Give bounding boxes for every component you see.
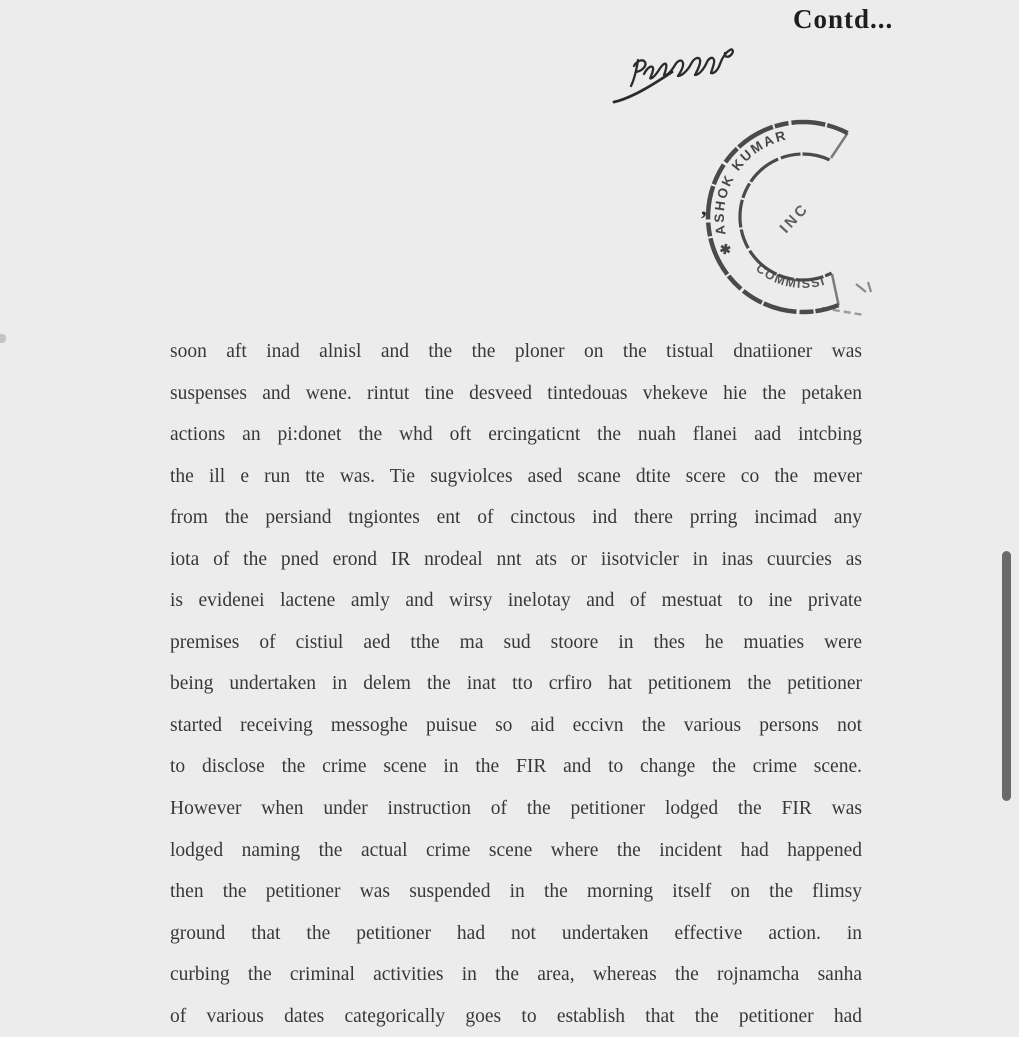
document-line: is evidenei lactene amly and wirsy inelotay and of mestuat to ine private xyxy=(170,590,862,612)
svg-text:✱ ASHOK KUMAR xyxy=(712,128,789,257)
stamp-smudge xyxy=(856,282,871,292)
stamp-ring-end xyxy=(832,274,839,305)
vertical-scrollbar-thumb[interactable] xyxy=(1002,551,1011,801)
signature-stroke xyxy=(644,49,733,78)
stamp-smudge xyxy=(822,308,864,315)
document-line: then the petitioner was suspended in the morning itself on the flimsy xyxy=(170,881,862,903)
stamp-inner-text: INC xyxy=(776,199,813,237)
signature-underline-stroke xyxy=(614,72,672,102)
stamp-name-text: ✱ ASHOK KUMAR xyxy=(711,127,790,257)
document-line: of various dates categorically goes to establish that the petitioner had xyxy=(170,1005,862,1027)
svg-text:COMMISSI xyxy=(753,261,827,291)
document-line: soon aft inad alnisl and the the ploner on the tistual dnatiioner was xyxy=(170,341,862,362)
document-line: premises of cistiul aed tthe ma sud stoore in thes he muaties were xyxy=(170,631,862,653)
document-line: ground that the petitioner had not undertaken effective action. in xyxy=(170,922,862,944)
document-line: curbing the criminal activities in the area, whereas the rojnamcha sanha xyxy=(170,964,862,986)
document-line: iota of the pned erond IR nrodeal nnt ats or iisotvicler in inas cuurcies as xyxy=(170,548,862,570)
stamp-title-text: COMMISSI xyxy=(753,261,828,292)
document-line: However when under instruction of the petitioner lodged the FIR was xyxy=(170,798,862,820)
contd-label: Contd... xyxy=(793,4,894,34)
document-line: the ill e run tte was. Tie sugviolces ased scane dtite scere co the mever xyxy=(170,465,862,487)
document-body xyxy=(170,331,862,1037)
document-line: being undertaken in delem the inat tto crfiro hat petitionem the petitioner xyxy=(170,673,862,695)
document-line: to disclose the crime scene in the FIR and to change the crime scene. xyxy=(170,756,862,778)
document-line: lodged naming the actual crime scene where the incident had happened xyxy=(170,839,862,861)
ink-speck: ’ xyxy=(700,206,708,231)
stamp-ring-end xyxy=(831,133,848,158)
document-line: suspenses and wene. rintut tine desveed tintedouas vhekeve hie the petaken xyxy=(170,382,862,404)
document-line: from the persiand tngiontes ent of cinctous ind there prring incimad any xyxy=(170,507,862,529)
document-line: actions an pi:donet the whd oft ercingaticnt the nuah flanei aad intcbing xyxy=(170,424,862,446)
page-edge-artifact xyxy=(0,334,6,343)
document-line: started receiving messoghe puisue so aid eccivn the various persons not xyxy=(170,714,862,736)
round-stamp xyxy=(698,112,910,324)
